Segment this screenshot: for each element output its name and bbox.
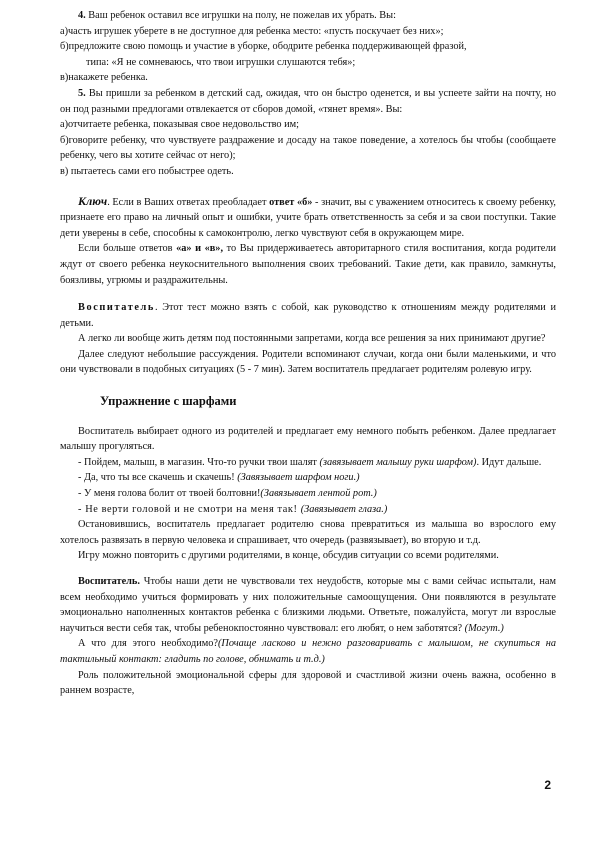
dialogue-line-2: - Да, что ты все скачешь и скачешь! (Завязывает шарфом ноги.) <box>78 472 360 484</box>
teacher-question-2: А что для этого необходимо?(Почаще ласково и нежно разговаривать с малышом, не скупиться на тактильный контакт: гладить по голове, обнимать и т.д.) <box>60 638 556 665</box>
dialogue-line-3: - У меня голова болит от твоей болтовни!(Завязывает лентой рот.) <box>78 488 377 500</box>
text-column <box>60 8 556 699</box>
exercise-intro: Воспитатель выбирает одного из родителей и предлагает ему немного побыть ребенком. Далее предлагает малышу прогуляться. <box>60 425 556 453</box>
key-paragraph: Ключ. Если в Ваших ответах преобладает ответ «б» - значит, вы с уважением относитесь к своему ребенку, признаете его право на личный опыт и ошибки, учите брать ответственность за себя и за свои поступки. Такие дети уверены в себе, способны к самоконтролю, легко чувствуют себя в окружающем мире. <box>60 193 557 239</box>
exercise-title: Упражнение с шарфами <box>100 394 237 409</box>
teacher-paragraph-2: Воспитатель. Чтобы наши дети не чувствовали тех неудобств, которые мы с вами сейчас испытали, нам всем необходимо учиться формировать у них положительные самоощущения. Они появляются в результате эмоционально наполненных контактов ребенка с близкими людьми. Ответьте, пожалуйста, могут ли взрослые научиться вести себя так, чтобы ребенокпостоянно чувствовал: его любят, о нем заботятся? (Могут.) <box>60 576 556 634</box>
closing-paragraph: Роль положительной эмоциональной сферы для здоровой и счастливой жизни очень важна, особенно в раннем возрасте, <box>60 669 556 697</box>
teacher-paragraph: Воспитатель. Этот тест можно взять с собой, как руководство к отношениям между родителями и детьми. <box>60 302 556 329</box>
question-4: 4. Ваш ребенок оставил все игрушки на полу, не пожелав их убрать. Вы: <box>78 10 396 21</box>
answer-5a: а)отчитаете ребенка, показывая свое недовольство им; <box>60 119 299 131</box>
page-number: 2 <box>544 778 551 792</box>
dialogue-line-1: - Пойдем, малыш, в магазин. Что-то ручки твои шалят (завязывает малышу руки шарфом). Идут дальше. <box>78 456 542 468</box>
question-number: 4. <box>78 10 86 21</box>
teacher-discussion: Далее следуют небольшие рассуждения. Родители вспоминают случаи, когда они были маленькими, и что они чувствовали в подобных ситуациях (5 - 7 мин). Затем воспитатель предлагает родителям ролевую игру. <box>60 348 556 376</box>
teacher-question: А легко ли вообще жить детям под постоянными запретами, когда все решения за них принимают другие? <box>78 333 546 345</box>
question-5: 5. Вы пришли за ребенком в детский сад, ожидая, что он быстро оденется, и вы успеете зайти на почту, но он под разными предлогами отвлекается от сборов домой, «тянет время». Вы: <box>60 87 556 115</box>
teacher-label: Воспитатель. <box>78 576 140 587</box>
key-label: Ключ <box>78 193 108 208</box>
exercise-paragraph-2: Остановившись, воспитатель предлагает родителю снова превратиться из малыша во взрослого ему хотелось развязать в первую человека и спрашивает, что очередь (развязывает), во вторую и т.д. <box>60 519 556 546</box>
teacher-label: Воспитатель <box>78 302 155 314</box>
dialogue-line-4: - Не верти головой и не смотри на меня так! (Завязывает глаза.) <box>78 503 388 515</box>
exercise-paragraph-3: Игру можно повторить с другими родителями, в конце, обсудив ситуации со всеми родителями. <box>78 550 499 562</box>
answer-4a: а)часть игрушек уберете в не доступное для ребенка место: «пусть поскучает без них»; <box>60 25 444 37</box>
answer-4c: в)накажете ребенка. <box>60 72 148 84</box>
key-paragraph-2: Если больше ответов «а» и «в», то Вы придерживаетесь авторитарного стиля воспитания, когда родители ждут от своего ребенка неукоснительного выполнения своих требований. Такие дети, как правило, замкнуты, боязливы, угрюмы и раздражительны. <box>60 243 556 286</box>
answer-4b-cont: типа: «Я не сомневаюсь, что твои игрушки слушаются тебя»; <box>86 56 356 68</box>
answer-4b: б)предложите свою помощь и участие в уборке, ободрите ребенка поддерживающей фразой, <box>60 41 467 53</box>
answer-5c: в) пытаетесь сами его побыстрее одеть. <box>60 165 234 177</box>
question-number: 5. <box>78 87 86 99</box>
answer-5b: б)говорите ребенку, что чувствуете раздражение и досаду на такое поведение, а хотелось бы чтобы (сообщаете ребенку, чего вы хотите сейчас от него); <box>60 134 556 162</box>
